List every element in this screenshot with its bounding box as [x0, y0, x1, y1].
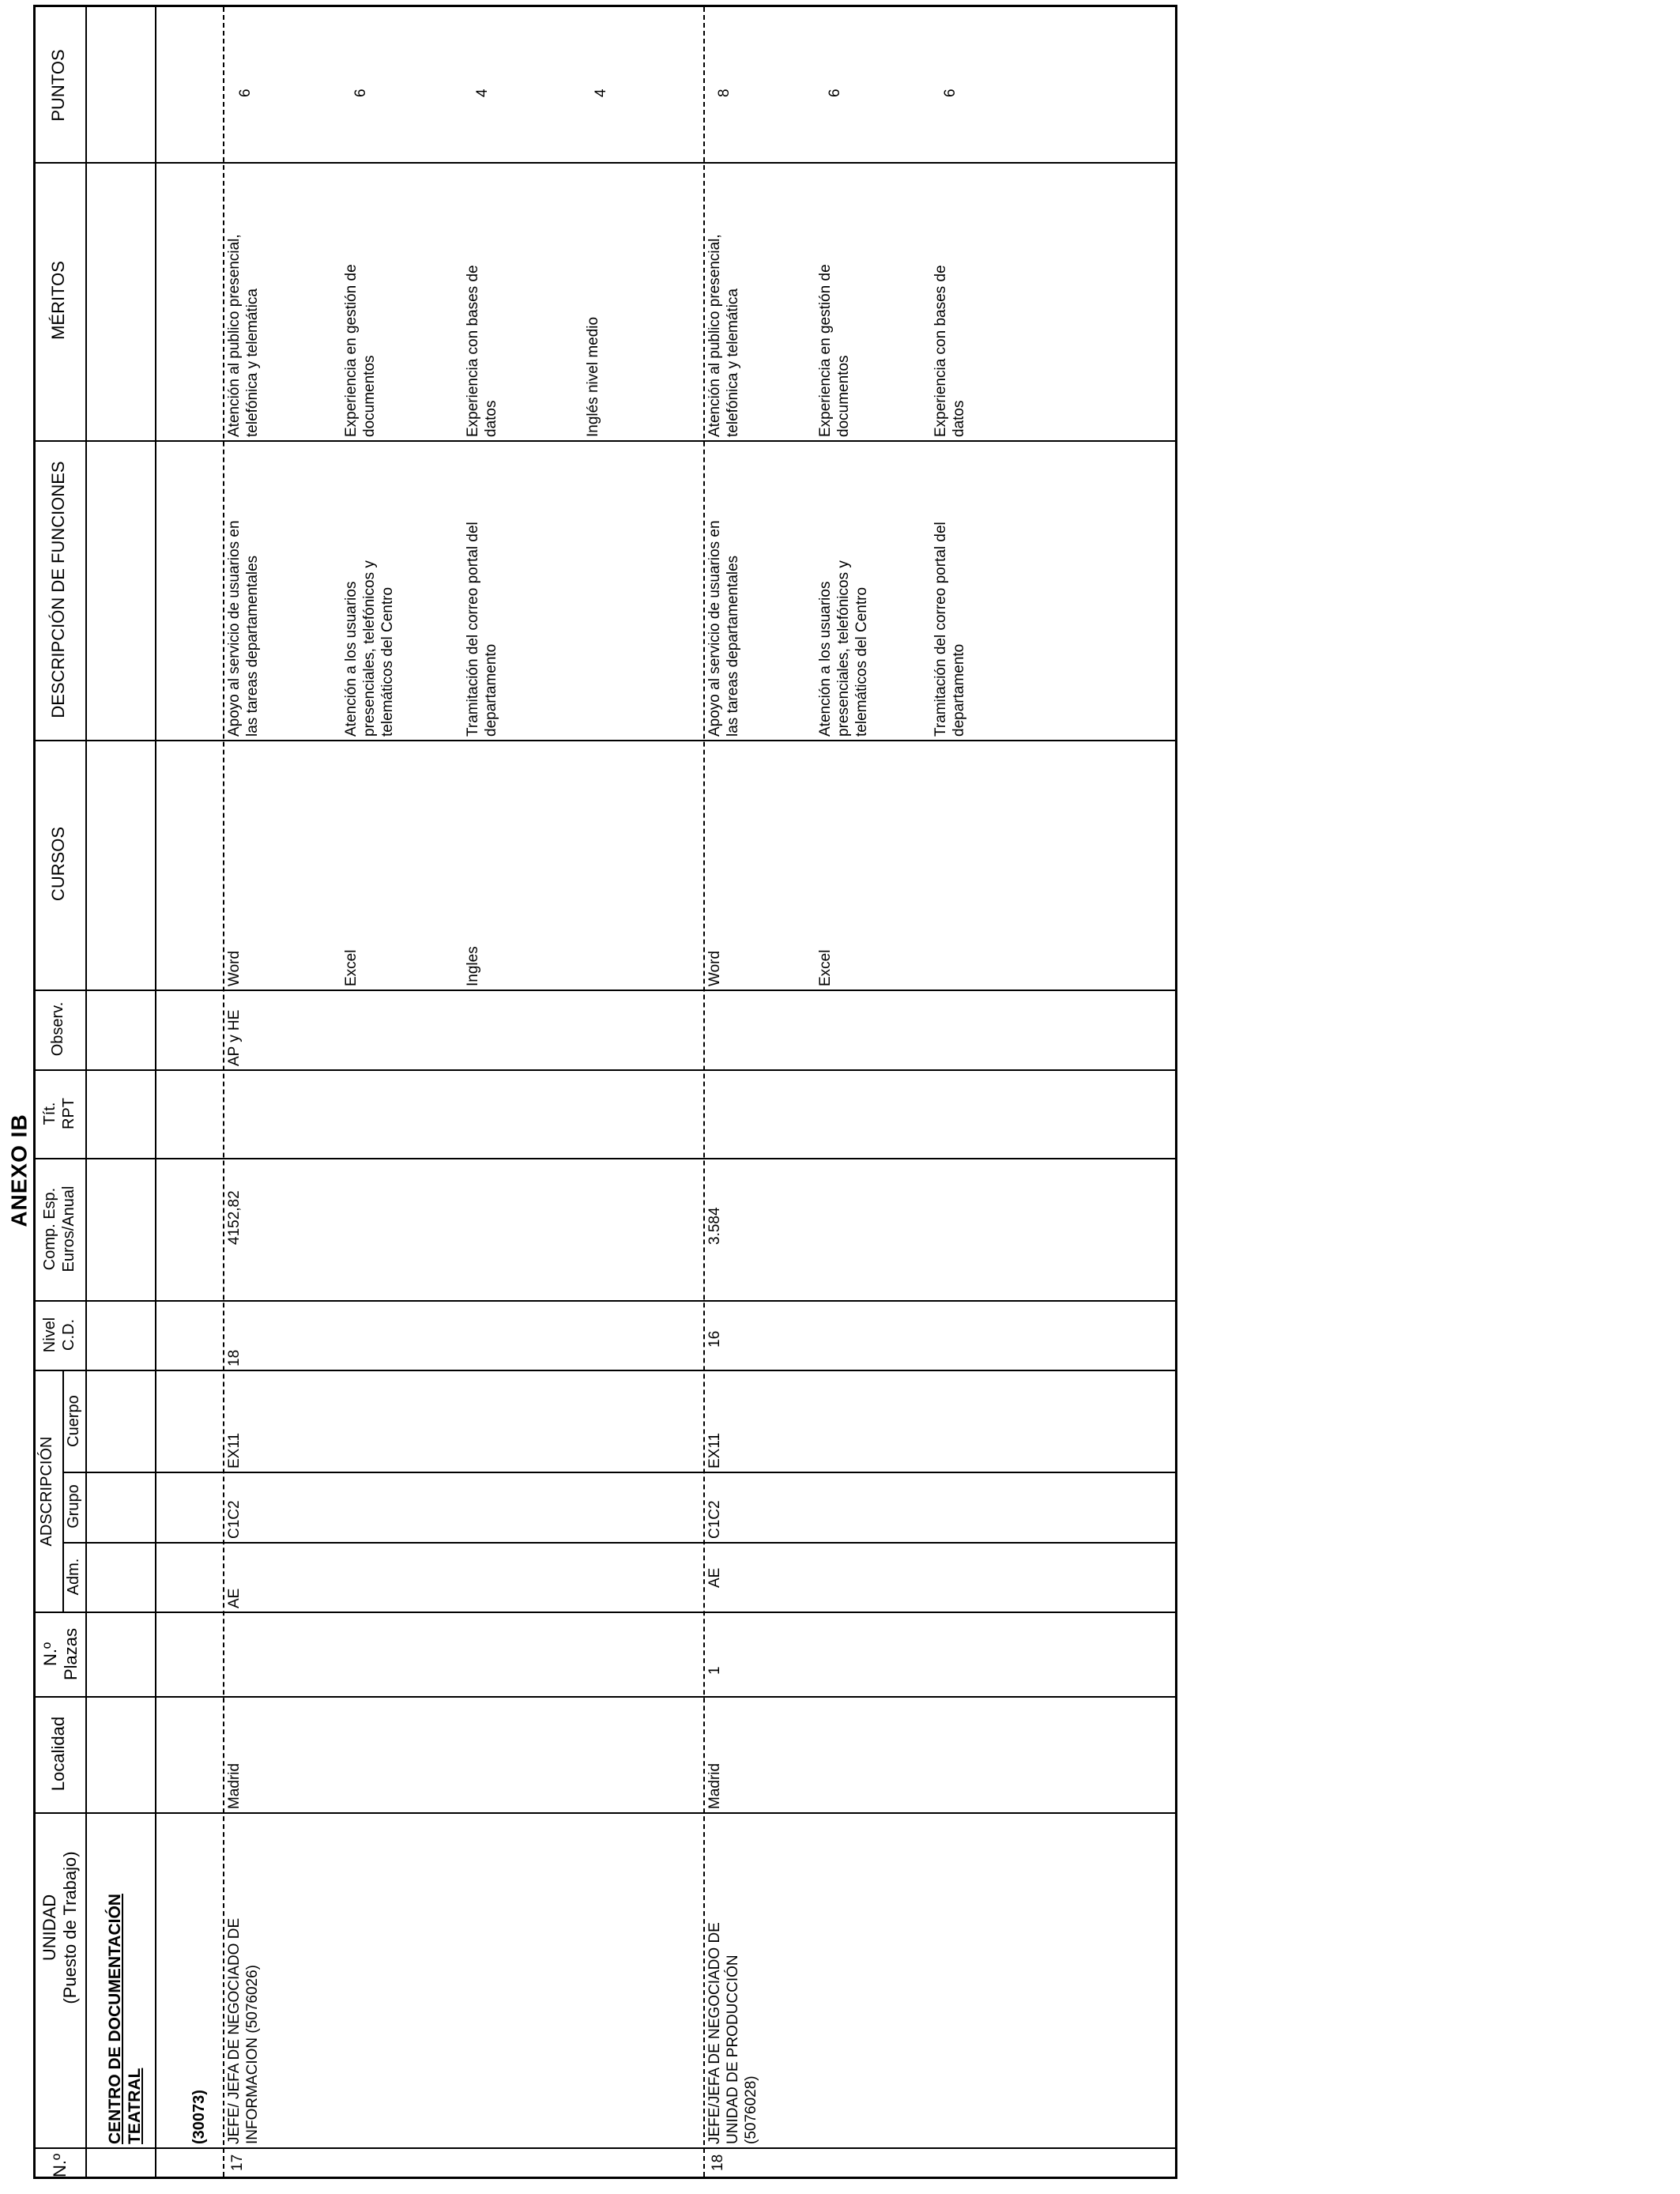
row17-funcion-3: Tramitación del correo portal del departamento	[465, 522, 499, 737]
col-sep-cursos	[36, 990, 1175, 991]
row17-merito-3: Experiencia con bases de datos	[465, 265, 499, 437]
unit-name: CENTRO DE DOCUMENTACIÓN TEATRAL	[106, 1894, 144, 2144]
header-comp: Comp. Esp. Euros/Anual	[41, 1186, 77, 1272]
col-sep-observ	[36, 1069, 1175, 1071]
col-sep-nivel	[36, 1370, 1175, 1371]
row17-puesto: JEFE/ JEFA DE NEGOCIADO DE INFORMACION (5076026)	[226, 1917, 261, 2144]
unit-code: (30073)	[190, 2090, 208, 2144]
col-sep-adm	[36, 1612, 1175, 1613]
row17-num: 17	[229, 2154, 246, 2171]
col-sep-cuerpo	[62, 1472, 1175, 1473]
row17-merito-4: Inglés nivel medio	[585, 316, 601, 437]
row18-merito-2: Experiencia en gestión de documentos	[817, 264, 852, 437]
row17-adm: AE	[226, 1588, 243, 1608]
header-meritos: MÉRITOS	[48, 261, 68, 340]
row18-funcion-2: Atención a los usuarios presenciales, telefónicos y telemáticos del Centro	[817, 560, 870, 737]
row-divider-17	[223, 7, 224, 2177]
col-sep-localidad	[36, 1812, 1175, 1814]
page-title	[5, 1088, 35, 1253]
header-descripcion: DESCRIPCIÓN DE FUNCIONES	[48, 461, 68, 718]
row-divider-18	[703, 7, 705, 2177]
row17-puntos-1: 6	[237, 89, 254, 97]
row18-curso-2: Excel	[817, 949, 834, 986]
row18-funcion-1: Apoyo al servicio de usuarios en las tareas departamentales	[706, 520, 741, 737]
row18-puntos-3: 6	[942, 89, 959, 97]
row17-puntos-3: 4	[474, 89, 491, 97]
col-sep-grupo	[62, 1542, 1175, 1544]
row17-curso-3: Ingles	[465, 946, 481, 986]
row18-plazas: 1	[706, 1666, 723, 1675]
row17-cuerpo: EX11	[226, 1432, 243, 1468]
row17-grupo: C1C2	[226, 1500, 243, 1539]
header-adscripcion: ADSCRIPCIÓN	[38, 1436, 55, 1547]
row17-puntos-2: 6	[352, 89, 369, 97]
col-sep-plazas	[36, 1696, 1175, 1698]
header-grupo: Grupo	[65, 1484, 82, 1529]
row18-curso-1: Word	[706, 950, 723, 986]
row18-grupo: C1C2	[706, 1500, 723, 1539]
row18-puntos-2: 6	[827, 89, 843, 97]
row18-merito-3: Experiencia con bases de datos	[932, 265, 967, 437]
col-sep-puntos	[36, 162, 1175, 164]
header-puntos: PUNTOS	[48, 49, 68, 122]
row18-adm: AE	[706, 1567, 723, 1588]
row17-localidad: Madrid	[226, 1762, 243, 1809]
header-unidad: UNIDAD (Puesto de Trabajo)	[40, 1851, 80, 2004]
col-sep-unidad	[36, 2147, 1175, 2149]
col-sep-descripcion	[36, 740, 1175, 741]
col-sep-meritos	[36, 440, 1175, 442]
row17-merito-1: Atención al publico presencial, telefónica y telemática	[226, 234, 261, 437]
header-cursos: CURSOS	[48, 826, 68, 902]
row18-num: 18	[710, 2154, 726, 2171]
row17-comp: 4152,82	[226, 1190, 243, 1245]
row18-puesto: JEFE/JEFA DE NEGOCIADO DE UNIDAD DE PRODUCCIÓN (5076028)	[706, 1922, 759, 2144]
header-observ: Observ.	[49, 1001, 66, 1057]
table-frame	[33, 5, 1177, 2179]
row17-funcion-1: Apoyo al servicio de usuarios en las tareas departamentales	[226, 520, 261, 737]
header-cuerpo: Cuerpo	[65, 1395, 82, 1447]
header-adm: Adm.	[65, 1558, 82, 1596]
row17-funcion-2: Atención a los usuarios presenciales, telefónicos y telemáticos del Centro	[343, 560, 396, 737]
row18-comp: 3.584	[706, 1207, 723, 1245]
row18-localidad: Madrid	[706, 1762, 723, 1809]
row18-cuerpo: EX11	[706, 1432, 723, 1468]
header-plazas: N.º Plazas	[40, 1627, 81, 1681]
header-localidad: Localidad	[48, 1716, 68, 1792]
row17-nivel: 18	[226, 1349, 243, 1367]
header-row-divider	[85, 7, 87, 2177]
row18-nivel: 16	[706, 1330, 723, 1348]
header-tit: Tít. RPT	[41, 1098, 77, 1129]
row17-observ: AP y HE	[226, 1009, 243, 1066]
header-nivel: Nivel C.D.	[41, 1317, 77, 1353]
header-num: N.º	[50, 2153, 70, 2177]
row17-curso-2: Excel	[343, 949, 360, 986]
col-sep-comp	[36, 1300, 1175, 1302]
row18-funcion-3: Tramitación del correo portal del departamento	[932, 522, 967, 737]
row17-curso-1: Word	[226, 950, 243, 986]
col-sep-tit	[36, 1158, 1175, 1159]
page-title-text: ANEXO IB	[7, 1114, 32, 1227]
header-divider	[155, 7, 156, 2177]
row17-merito-2: Experiencia en gestión de documentos	[343, 264, 378, 437]
row18-merito-1: Atención al publico presencial, telefónica y telemática	[706, 234, 741, 437]
row17-puntos-4: 4	[593, 89, 609, 97]
row18-puntos-1: 8	[716, 89, 733, 97]
